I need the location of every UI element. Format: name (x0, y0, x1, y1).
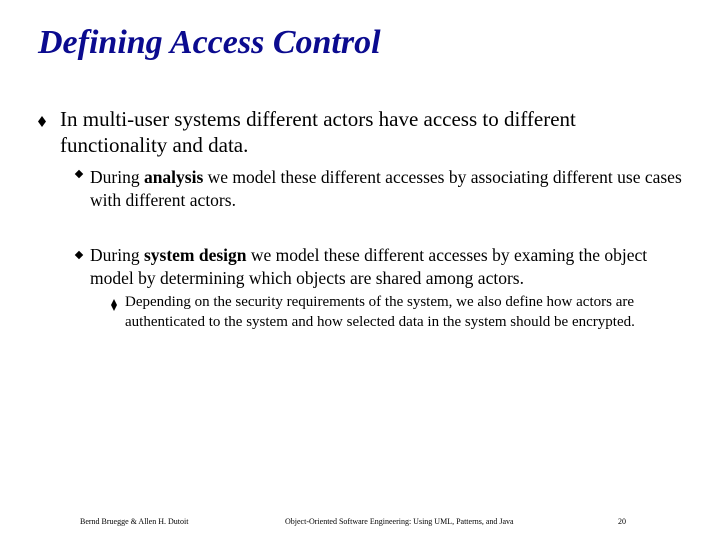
small-diamond-bullet-icon (75, 251, 83, 259)
bullet-level-2-analysis (72, 166, 692, 212)
bullet-text-prefix: During (90, 245, 144, 265)
footer-book-title: Object-Oriented Software Engineering: Using UML, Patterns, and Java (285, 517, 514, 526)
bullet-text-suffix: we model these different accesses by examing the object model by determining which objects are shared among actors. (90, 245, 648, 288)
narrow-diamond-bullet-icon (111, 299, 117, 311)
slide-title: Defining Access Control (38, 24, 381, 61)
bullet-text-prefix: During (90, 167, 144, 187)
bullet-text: Depending on the security requirements of the system, we also define how actors are authenticated to the system and how selected data in the system should be encrypted. (125, 294, 635, 330)
small-diamond-bullet-icon (75, 170, 83, 178)
bullet-text (90, 244, 692, 290)
footer-authors: Bernd Bruegge & Allen H. Dutoit (80, 517, 189, 526)
bullet-emphasis: system design (143, 245, 247, 265)
diamond-bullet-icon (38, 116, 46, 127)
bullet-text-suffix: we model these different accesses by associating different use cases with different actors. (90, 167, 682, 210)
bullet-level-2-system-design (72, 244, 692, 290)
bullet-text: In multi-user systems different actors have access to different functionality and data. (60, 107, 576, 157)
bullet-level-3 (108, 293, 688, 332)
bullet-text (90, 166, 692, 212)
bullet-level-1 (38, 106, 678, 158)
bullet-emphasis: analysis (143, 167, 204, 187)
page-number: 20 (618, 517, 626, 526)
